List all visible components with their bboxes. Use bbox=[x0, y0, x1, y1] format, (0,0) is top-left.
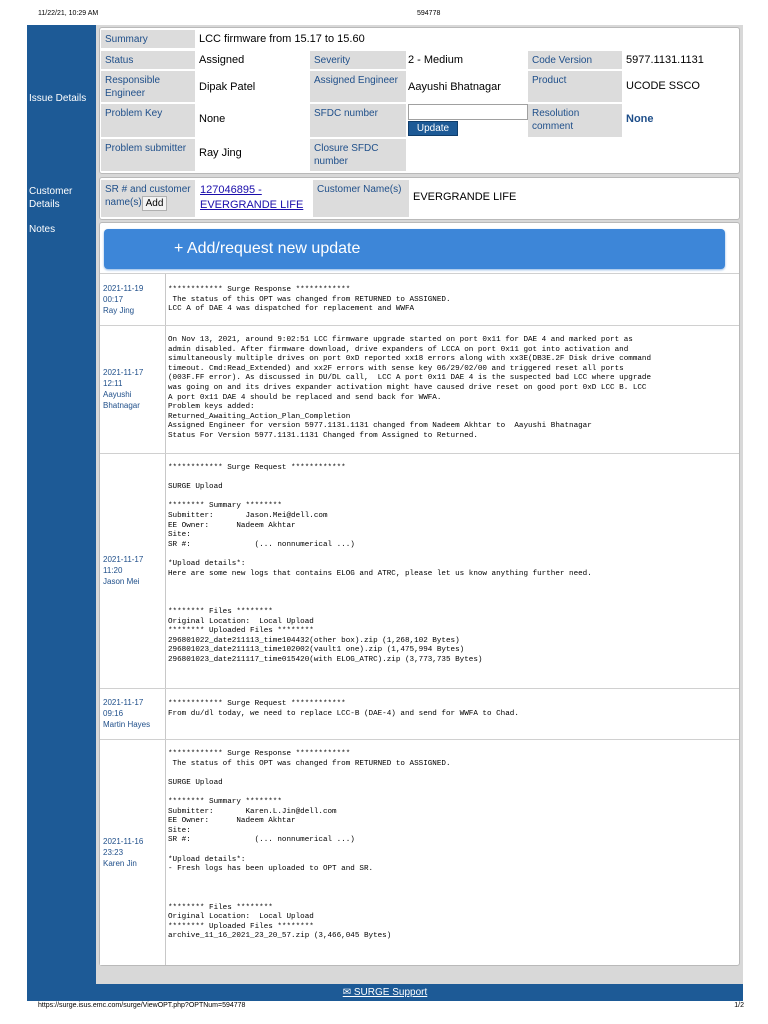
print-header bbox=[0, 10, 768, 22]
issue-details-panel bbox=[99, 27, 740, 174]
problem-submitter-value: Ray Jing bbox=[199, 147, 242, 159]
note-date: 2021-11-17 bbox=[103, 698, 144, 707]
note-time: 00:17 bbox=[103, 295, 124, 304]
assigned-engineer-value: Aayushi Bhatnagar bbox=[408, 81, 501, 93]
note-time: 11:20 bbox=[103, 566, 123, 575]
update-button[interactable]: Update bbox=[408, 121, 458, 136]
print-datetime: 11/22/21, 10:29 AM bbox=[38, 10, 99, 17]
product-value: UCODE SSCO bbox=[626, 80, 700, 92]
note-body: On Nov 13, 2021, around 9:02:51 LCC firmware upgrade started on port 0x11 for DAE 4 and marked port as admin disabled. After firmware download, drive expanders of LCCA on port 0x11 got into activation and simultaneously multiple drives on port 0xD reported xx18 errors along with xx3E(DB3E.2F Disk drive command timeout. Cmd:Read_Extended) and xx2F errors with sense key 06/29/02/00 and triggered reset all ports (003F.FF error). As discussed in DU/DL call, LCC A port 0x11 DAE 4 is the suspected bad LCC where upgrade was going on and its drives expander activation might have caused drive reset on good port 0xD LCC B. LCC A port 0x11 DAE 4 should be replaced and send back for WWFA. Problem keys added: Returned_Awaiting_Action_Plan_Completion Assigned Engineer for version 5977.1131.1131 changed from Nadeem Akhtar to Aayushi Bhatnagar Status For Version 5977.1131.1131 Changed from Assigned to Returned. bbox=[168, 336, 652, 440]
print-url: https://surge.isus.emc.com/surge/ViewOPT.php?OPTNum=594778 bbox=[38, 1002, 246, 1009]
note-author: Martin Hayes bbox=[103, 720, 151, 729]
product-label: Product bbox=[528, 71, 622, 102]
note-meta bbox=[100, 274, 166, 325]
problem-submitter-label: Problem submitter bbox=[101, 139, 195, 171]
summary-label: Summary bbox=[101, 30, 195, 48]
resolution-comment-label: Resolution comment bbox=[528, 104, 622, 137]
code-version-label: Code Version bbox=[528, 51, 622, 69]
surge-support-link[interactable]: ✉ SURGE Support bbox=[342, 987, 428, 998]
code-version-value: 5977.1131.1131 bbox=[626, 54, 704, 66]
add-sr-button[interactable]: Add bbox=[142, 196, 167, 211]
status-label: Status bbox=[101, 51, 195, 69]
note-author: Ray Jing bbox=[103, 306, 135, 315]
summary-value: LCC firmware from 15.17 to 15.60 bbox=[199, 33, 365, 45]
print-page: 1/2 bbox=[734, 1002, 744, 1009]
note-body: ************ Surge Response ************ The status of this OPT was changed from RETURNED to ASSIGNED. LCC A of DAE 4 was dispatched for replacement and WWFA bbox=[168, 286, 451, 314]
problem-key-value: None bbox=[199, 113, 226, 125]
print-footer bbox=[0, 1002, 768, 1014]
problem-key-label: Problem Key bbox=[101, 104, 195, 137]
note-author: Aayushi Bhatnagar bbox=[103, 390, 140, 410]
sr-link[interactable]: 127046895 - EVERGRANDE LIFE bbox=[200, 184, 304, 211]
customer-name-label: Customer Name(s) bbox=[313, 180, 409, 217]
support-bar bbox=[27, 984, 743, 1001]
sidebar-customer-details: Customer Details bbox=[29, 186, 73, 210]
note-row bbox=[100, 325, 739, 453]
note-meta bbox=[100, 454, 166, 688]
note-date: 2021-11-19 bbox=[103, 284, 144, 293]
note-meta bbox=[100, 740, 166, 965]
note-author: Jason Mei bbox=[103, 577, 140, 586]
assigned-engineer-label: Assigned Engineer bbox=[310, 71, 406, 102]
note-body: ************ Surge Request ************ SURGE Upload ******** Summary ******** Submitter: Jason.Mei@dell.com EE Owner: Nadeem Akhtar Site: SR #: (... nonnumerical ...) *Upload details*: Here are some new logs that contains ELOG and ATRC, please let us know anything further need. ******** Files ******** Original Location: Local Upload ******** Uploaded Files ******** 296801022_date211113_time104432(other box).zip (1,268,102 Bytes) 296801023_date211113_time102002(vault1 one).zip (1,475,994 Bytes) 296801023_date211117_time015420(with ELOG_ATRC).zip (3,773,735 Bytes) bbox=[168, 464, 592, 664]
severity-value: 2 - Medium bbox=[408, 54, 464, 66]
add-request-button[interactable]: + Add/request new update bbox=[104, 229, 725, 269]
responsible-engineer-value: Dipak Patel bbox=[199, 81, 256, 93]
note-date: 2021-11-17 bbox=[103, 555, 144, 564]
note-date: 2021-11-16 bbox=[103, 837, 144, 846]
note-author: Karen Jin bbox=[103, 859, 137, 868]
note-body: ************ Surge Request ************ From du/dl today, we need to replace LCC-B (DAE-4) and send for WWFA to Chad. bbox=[168, 700, 519, 718]
note-meta bbox=[100, 689, 166, 739]
print-title: 594778 bbox=[417, 10, 441, 17]
note-time: 09:16 bbox=[103, 709, 124, 718]
resolution-comment-value: None bbox=[626, 113, 654, 125]
closure-sfdc-label: Closure SFDC number bbox=[310, 139, 406, 171]
note-row bbox=[100, 739, 739, 965]
note-meta bbox=[100, 326, 166, 453]
customer-name-value: EVERGRANDE LIFE bbox=[413, 191, 517, 203]
note-body: ************ Surge Response ************ The status of this OPT was changed from RETURNED to ASSIGNED. SURGE Upload ******** Summary ******** Submitter: Karen.L.Jin@dell.com EE Owner: Nadeem Akhtar Site: SR #: (... nonnumerical ...) *Upload details*: - Fresh logs has been uploaded to OPT and SR. ******** Files ******** Original Location: Local Upload ******** Uploaded Files ******** archive_11_16_2021_23_20_57.zip (3,466,045 Bytes) bbox=[168, 750, 451, 941]
severity-label: Severity bbox=[310, 51, 406, 69]
sidebar-issue-details: Issue Details bbox=[29, 93, 87, 104]
sfdc-number-input[interactable] bbox=[408, 104, 528, 120]
note-time: 12:11 bbox=[103, 379, 123, 388]
sfdc-number-label: SFDC number bbox=[310, 104, 406, 137]
note-row bbox=[100, 453, 739, 688]
responsible-engineer-label: Responsible Engineer bbox=[101, 71, 195, 102]
note-row bbox=[100, 273, 739, 325]
sr-label-text: SR # and customer name(s) bbox=[105, 184, 191, 208]
note-date: 2021-11-17 bbox=[103, 368, 144, 377]
bottom-bar bbox=[96, 968, 743, 982]
sidebar-notes: Notes bbox=[29, 224, 56, 235]
status-value: Assigned bbox=[199, 54, 245, 66]
note-time: 23:23 bbox=[103, 848, 124, 857]
note-row bbox=[100, 688, 739, 739]
